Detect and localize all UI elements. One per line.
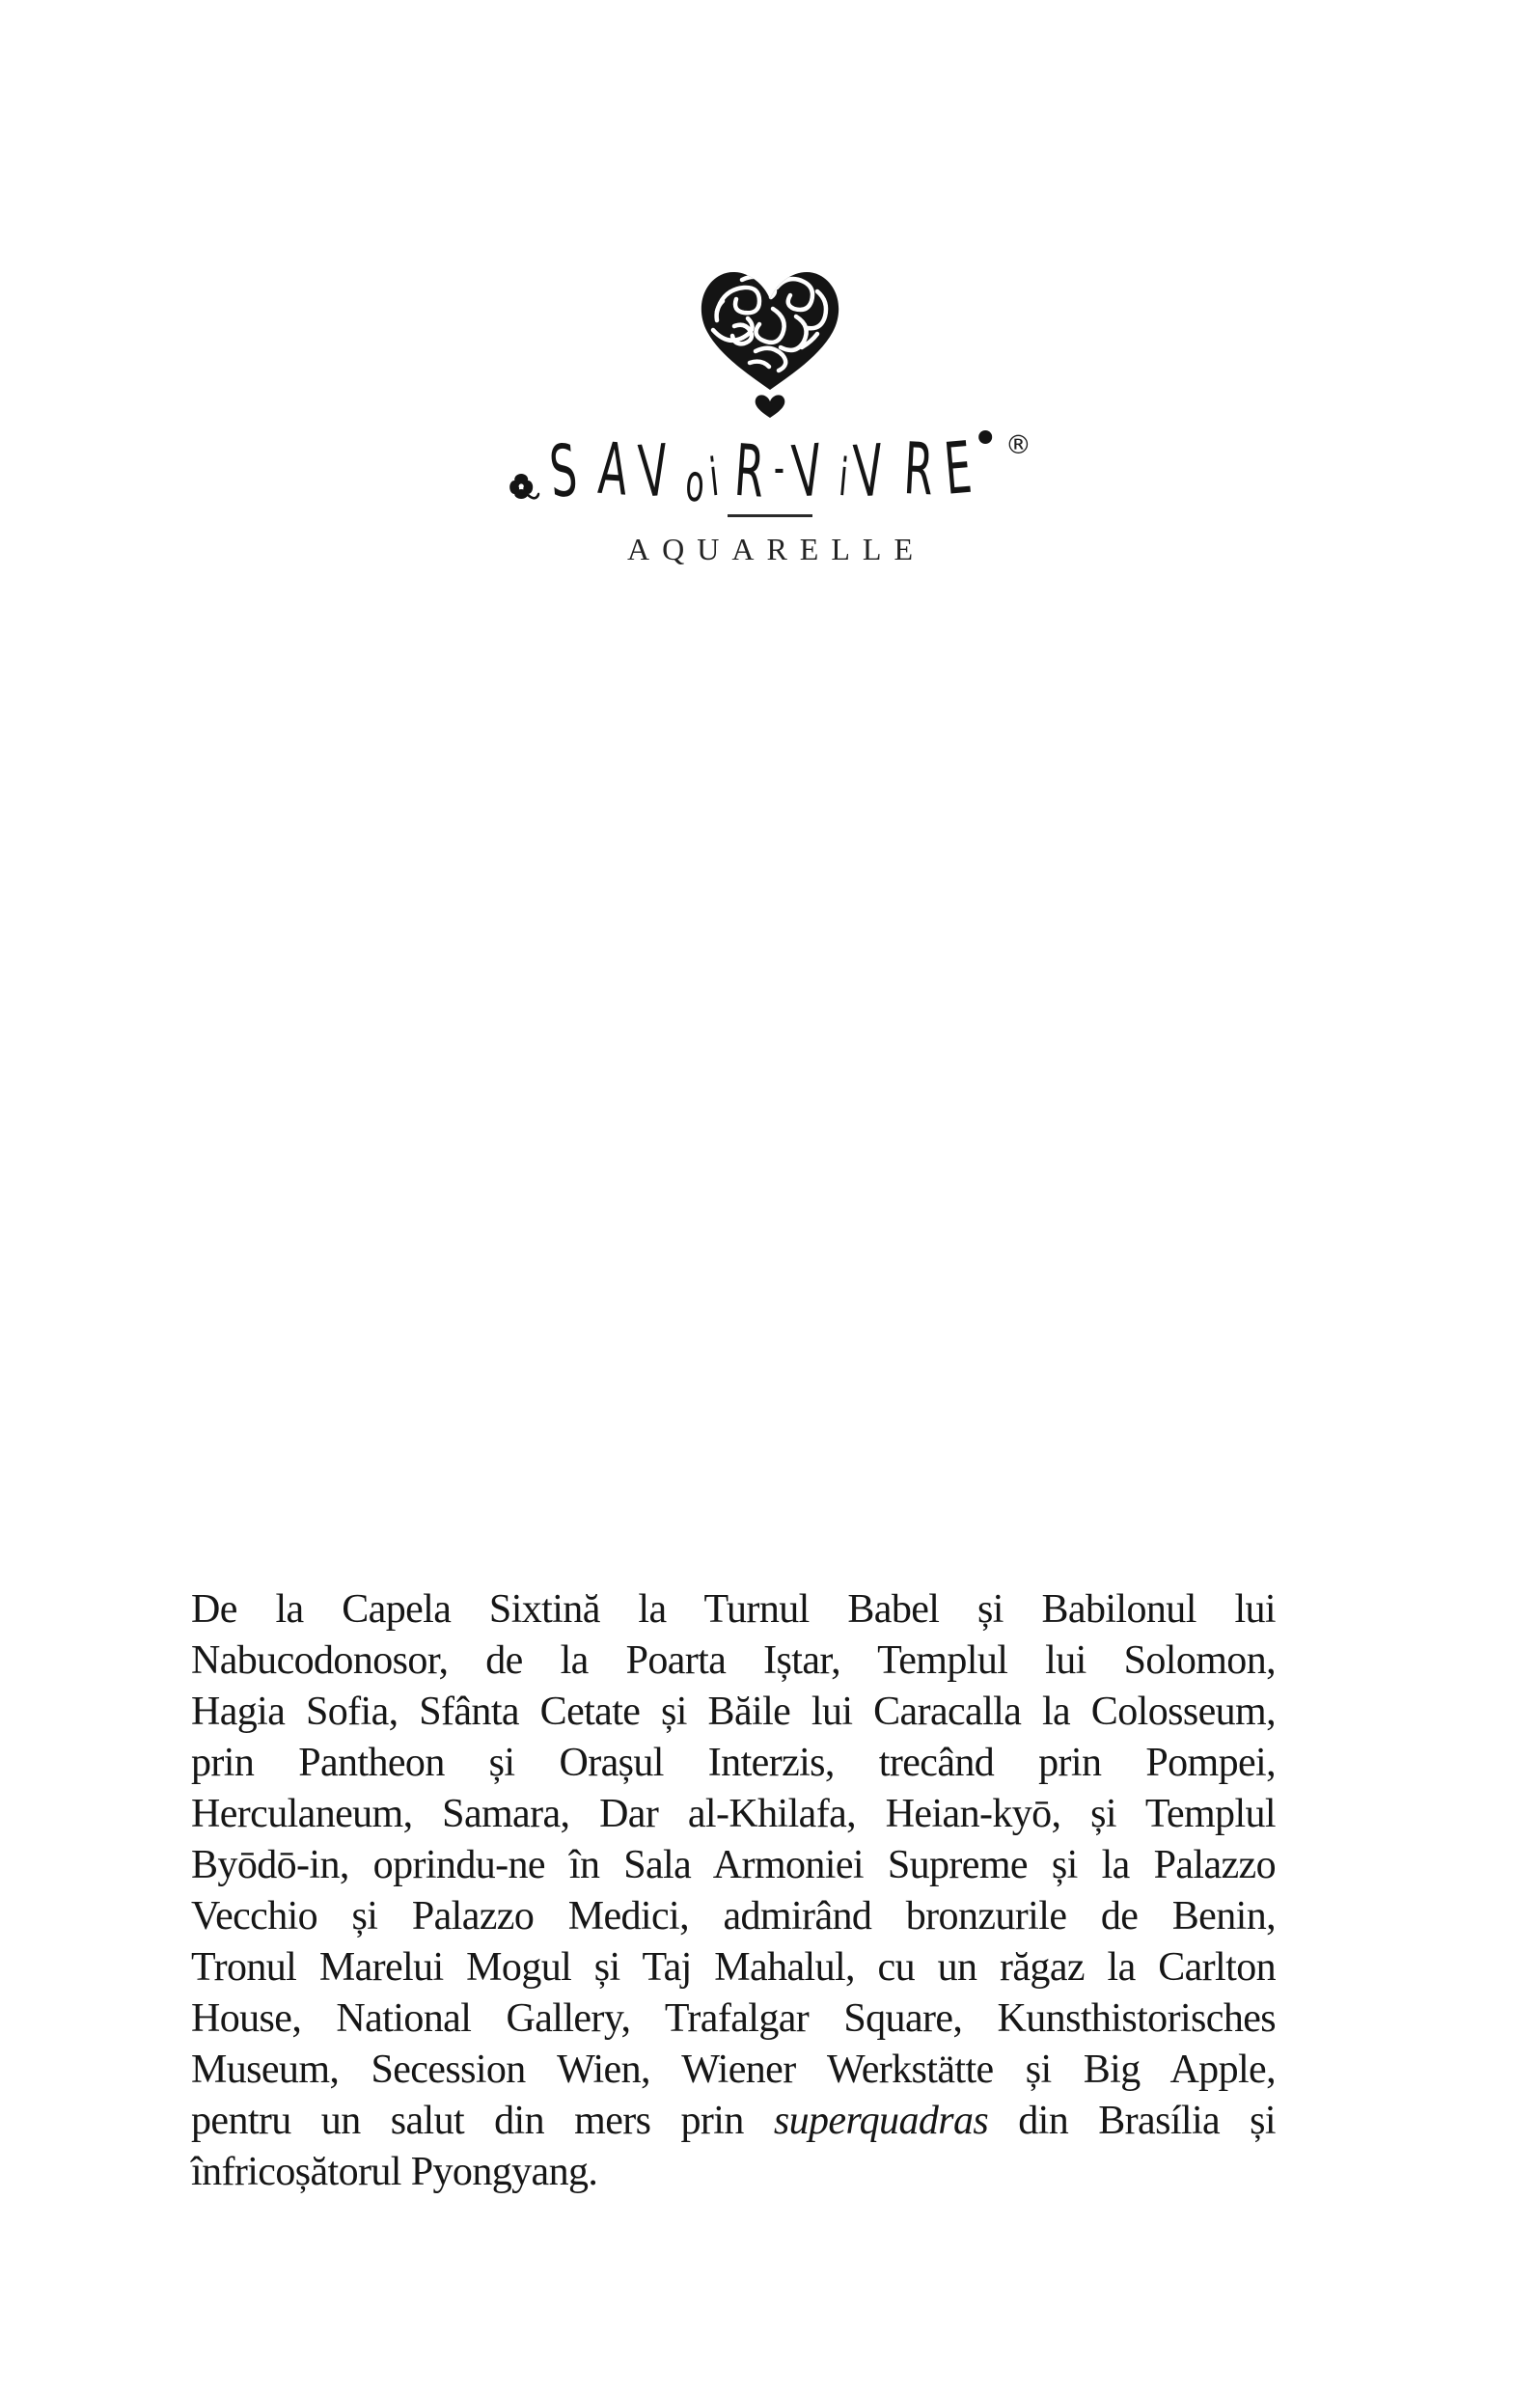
heart-tip-icon bbox=[756, 395, 785, 418]
wordmark-letter: V bbox=[636, 428, 672, 514]
paragraph-line bbox=[191, 2147, 1276, 2198]
body-paragraph bbox=[191, 1584, 1276, 2198]
paragraph-line bbox=[191, 1584, 1276, 1636]
flower-doodle-icon bbox=[509, 469, 539, 504]
wordmark-end-dot-icon bbox=[978, 430, 992, 444]
savoir-vivre-wordmark bbox=[509, 426, 1031, 514]
wordmark-letter: i bbox=[705, 447, 722, 509]
paragraph-line bbox=[191, 1840, 1276, 1891]
text-segment: înfricoșătorul Pyongyang. bbox=[191, 2150, 598, 2194]
text-segment: prin Pantheon și Orașul Interzis, trecând prin Pompei, bbox=[191, 1741, 1276, 1785]
paragraph-line bbox=[191, 1942, 1276, 1993]
wordmark-letter: R bbox=[731, 428, 767, 514]
paragraph-line bbox=[191, 2045, 1276, 2096]
paragraph-line bbox=[191, 1738, 1276, 1789]
logo-divider-rule bbox=[728, 514, 812, 517]
text-segment: Herculaneum, Samara, Dar al-Khilafa, Heian-kyō, și Templul bbox=[191, 1792, 1276, 1836]
wordmark-letter: E bbox=[941, 426, 976, 511]
text-segment: Byōdō-in, oprindu-ne în Sala Armoniei Supreme și la Palazzo bbox=[191, 1843, 1276, 1887]
text-segment: Hagia Sofia, Sfânta Cetate și Băile lui Caracalla la Colosseum, bbox=[191, 1690, 1276, 1734]
text-segment: Tronul Marelui Mogul și Taj Mahalul, cu un răgaz la Carlton bbox=[191, 1945, 1276, 1990]
text-segment: Nabucodonosor, de la Poarta Iștar, Templul lui Solomon, bbox=[191, 1638, 1276, 1683]
paragraph-line bbox=[191, 1636, 1276, 1687]
text-segment: De la Capela Sixtină la Turnul Babel și Babilonul lui bbox=[191, 1587, 1276, 1632]
paragraph-line bbox=[191, 1993, 1276, 2045]
paragraph-line bbox=[191, 1789, 1276, 1840]
paragraph-line bbox=[191, 1687, 1276, 1738]
text-segment: din Brasília și bbox=[988, 2099, 1276, 2143]
text-segment: Vecchio și Palazzo Medici, admirând bronzurile de Benin, bbox=[191, 1894, 1276, 1938]
wordmark-letter: i bbox=[836, 447, 850, 509]
wordmark-letter: R bbox=[901, 426, 936, 512]
wordmark-letter: V bbox=[851, 428, 886, 514]
heart-logo-icon bbox=[688, 259, 852, 423]
wordmark-letter: - bbox=[773, 438, 784, 497]
wordmark-letters bbox=[545, 426, 982, 514]
text-segment: House, National Gallery, Trafalgar Square, Kunsthistorisches bbox=[191, 1996, 1276, 2041]
wordmark-letter: V bbox=[789, 428, 826, 514]
sub-brand-label: AQUARELLE bbox=[627, 532, 925, 566]
paragraph-line bbox=[191, 2096, 1276, 2147]
registered-trademark-symbol: ® bbox=[1004, 430, 1031, 460]
wordmark-letter: o bbox=[684, 453, 706, 514]
italic-term: superquadras bbox=[773, 2099, 989, 2143]
paragraph-line bbox=[191, 1891, 1276, 1942]
text-segment: Museum, Secession Wien, Wiener Werkstätte și Big Apple, bbox=[191, 2048, 1276, 2092]
wordmark-letter: A bbox=[595, 426, 631, 512]
text-segment: pentru un salut din mers prin bbox=[191, 2099, 774, 2143]
wordmark-letter: S bbox=[546, 428, 581, 514]
